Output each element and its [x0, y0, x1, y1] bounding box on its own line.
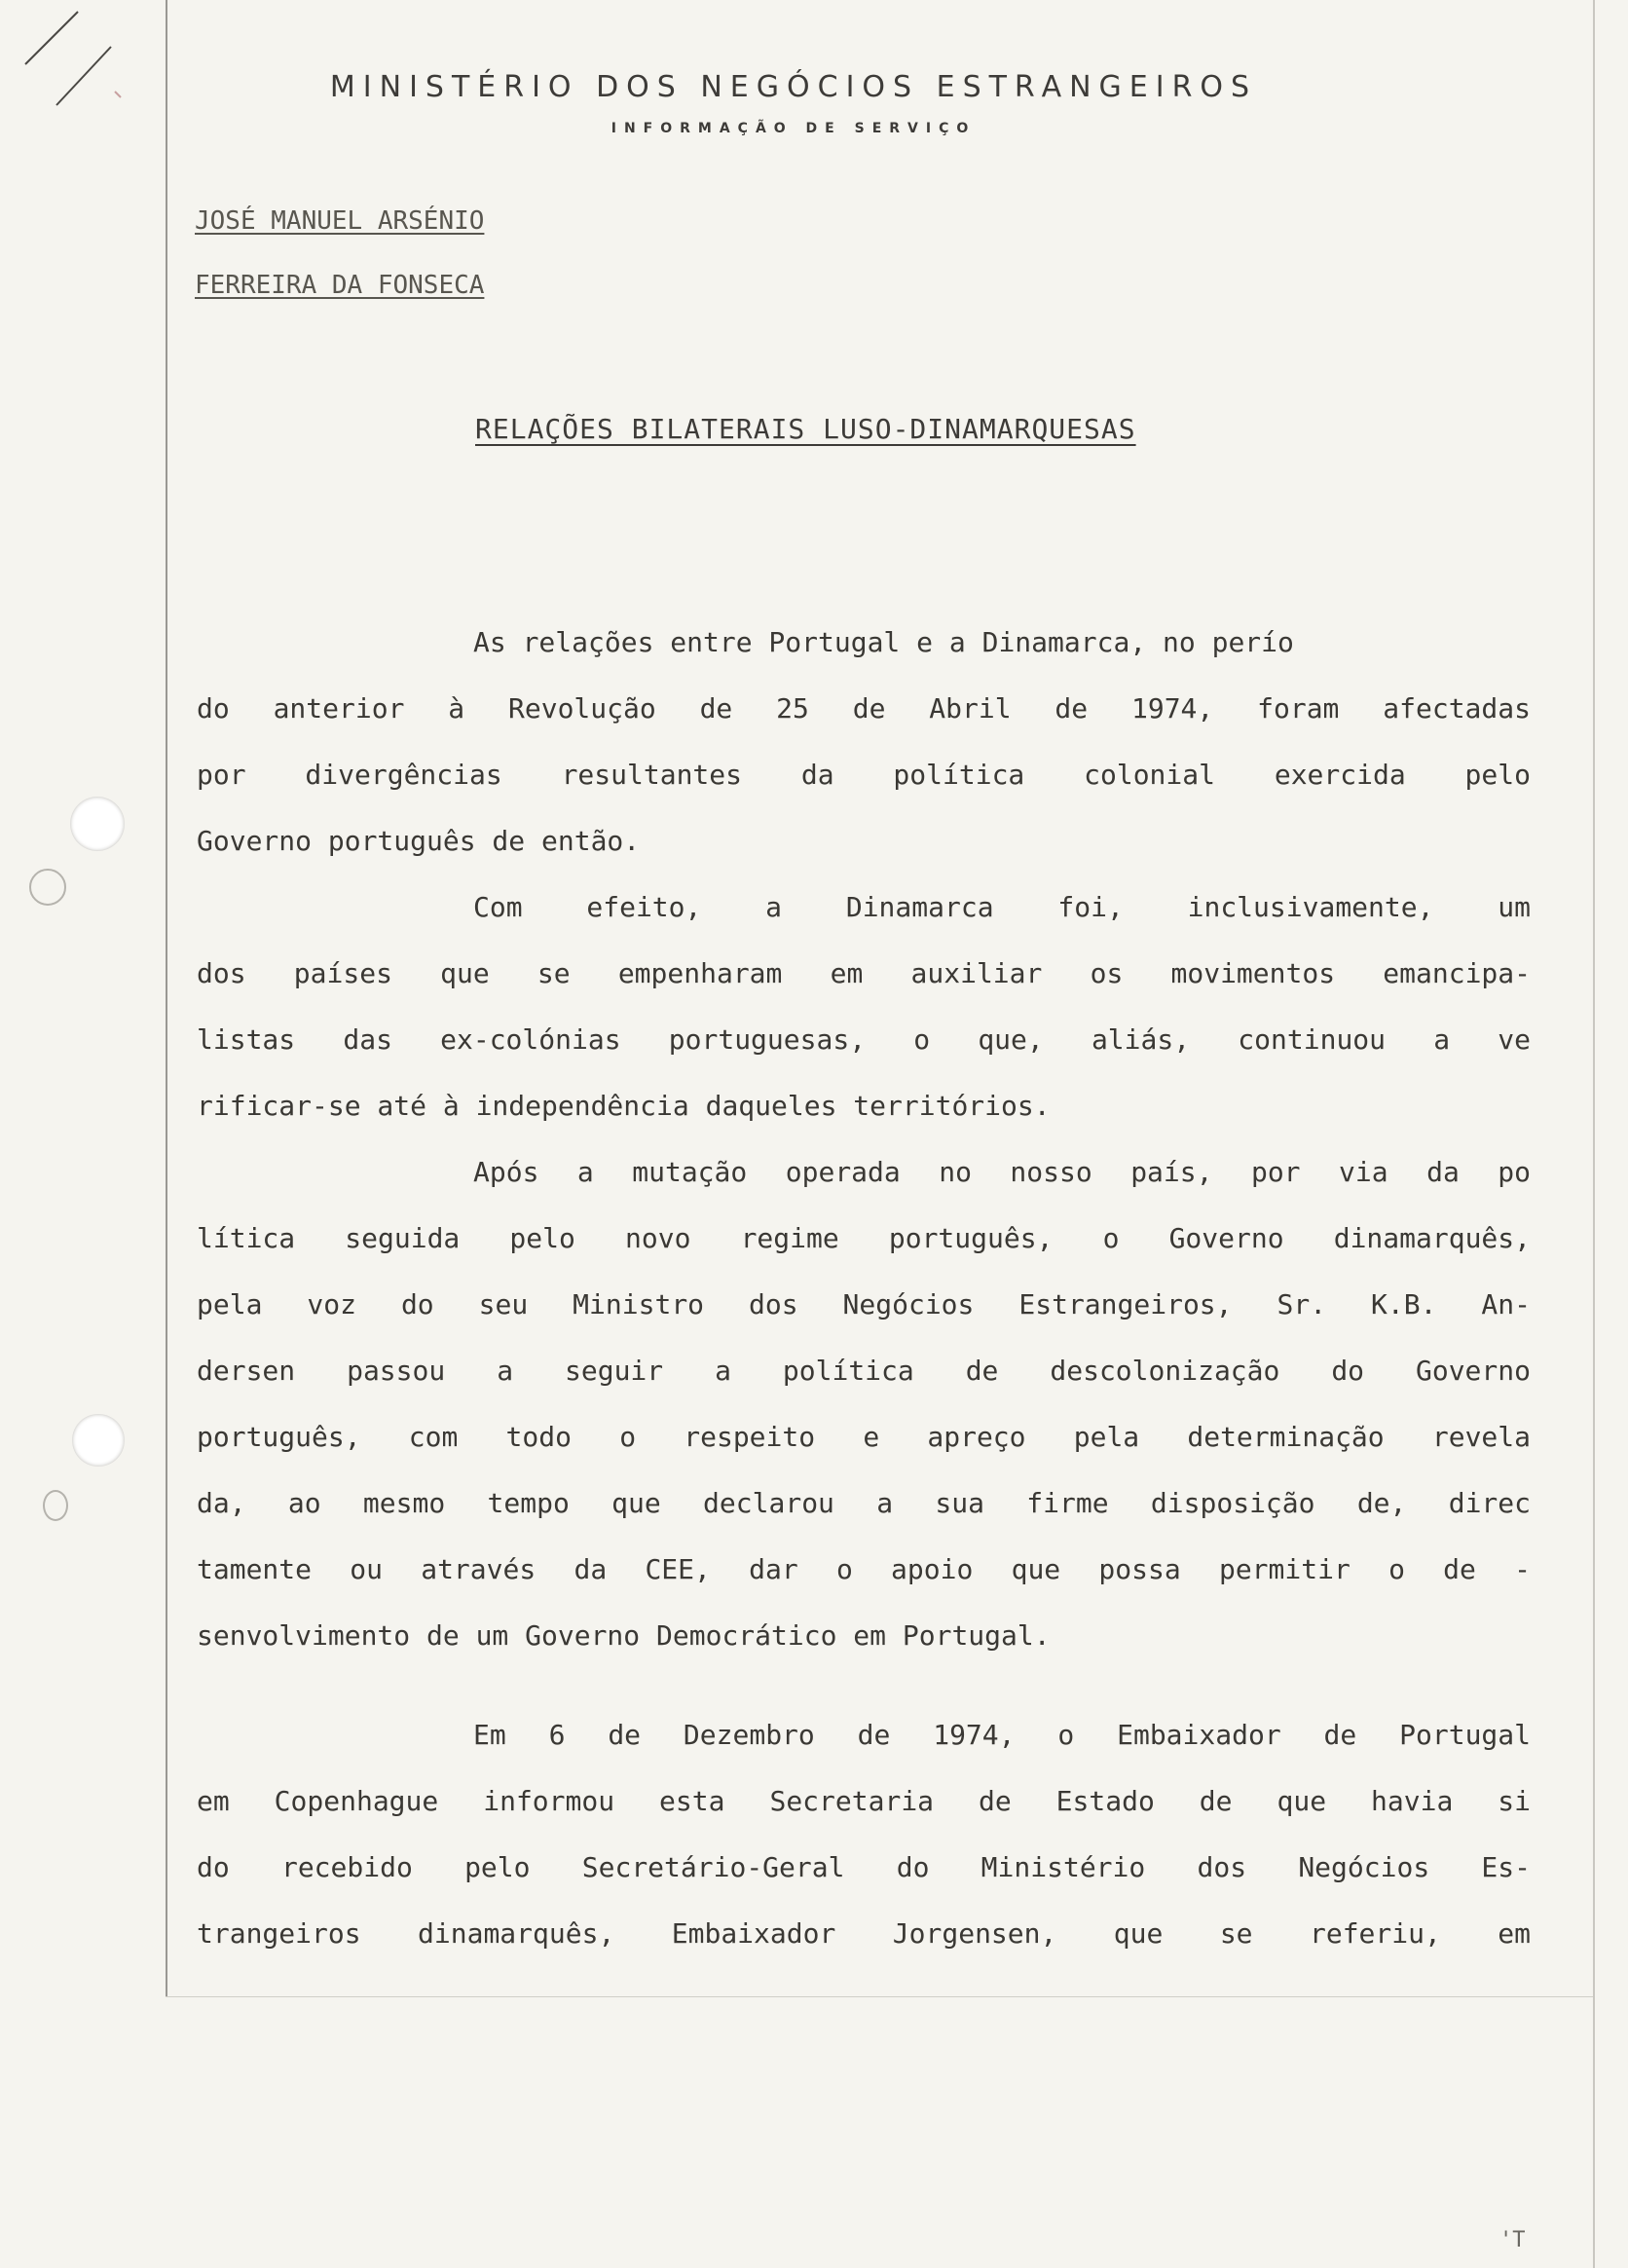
text-line: rificar-se até à independência daqueles territórios.: [197, 1090, 1051, 1122]
punch-ring-bottom: [43, 1490, 68, 1521]
text-line: lítica seguida pelo novo regime português, o Governo dinamarquês,: [197, 1222, 1531, 1254]
corner-slash-mark: [18, 8, 125, 115]
paragraph: [197, 874, 1531, 1139]
text-line: Com efeito, a Dinamarca foi, inclusivamente, um: [473, 891, 1531, 923]
paragraph: [197, 610, 1531, 874]
text-line: senvolvimento de um Governo Democrático em Portugal.: [197, 1619, 1051, 1652]
text-line: dos países que se empenharam em auxiliar os movimentos emancipa-: [197, 957, 1531, 989]
text-line: do anterior à Revolução de 25 de Abril de 1974, foram afectadas: [197, 692, 1531, 725]
paragraph: [197, 1702, 1531, 1967]
text-line: por divergências resultantes da política colonial exercida pelo: [197, 759, 1531, 791]
document-body: [197, 610, 1531, 1967]
text-line: em Copenhague informou esta Secretaria de Estado de que havia si: [197, 1785, 1531, 1817]
text-line: Governo português de então.: [197, 825, 641, 857]
text-line: As relações entre Portugal e a Dinamarca, no perío: [473, 626, 1294, 658]
punch-hole-top: [70, 797, 125, 851]
document-title: RELAÇÕES BILATERAIS LUSO-DINAMARQUESAS: [475, 413, 1136, 445]
text-line: listas das ex-colónias portuguesas, o que, aliás, continuou a ve: [197, 1023, 1531, 1056]
text-line: Após a mutação operada no nosso país, por via da po: [473, 1156, 1531, 1188]
text-line: pela voz do seu Ministro dos Negócios Estrangeiros, Sr. K.B. An-: [197, 1288, 1531, 1320]
paragraph-gap: [197, 1669, 1531, 1702]
ministry-header: MINISTÉRIO DOS NEGÓCIOS ESTRANGEIROS: [329, 70, 1258, 104]
text-line: da, ao mesmo tempo que declarou a sua firme disposição de, direc: [197, 1487, 1531, 1519]
service-subheader: INFORMAÇÃO DE SERVIÇO: [610, 121, 977, 136]
text-line: trangeiros dinamarquês, Embaixador Jorgensen, que se referiu, em: [197, 1917, 1531, 1950]
text-line: português, com todo o respeito e apreço pela determinação revela: [197, 1421, 1531, 1453]
text-line: do recebido pelo Secretário-Geral do Ministério dos Negócios Es-: [197, 1851, 1531, 1883]
author-name-line-1: JOSÉ MANUEL ARSÉNIO: [195, 206, 485, 236]
bottom-margin-rule: [166, 1996, 1593, 1997]
text-line: dersen passou a seguir a política de descolonização do Governo: [197, 1355, 1531, 1387]
left-margin-rule: [166, 0, 167, 1996]
footer-mark: 'T: [1499, 2228, 1526, 2252]
punch-hole-bottom: [72, 1414, 125, 1467]
paragraph: [197, 1139, 1531, 1669]
punch-ring-top: [29, 869, 66, 906]
right-page-edge: [1593, 0, 1595, 2268]
author-name-line-2: FERREIRA DA FONSECA: [195, 271, 485, 300]
text-line: tamente ou através da CEE, dar o apoio que possa permitir o de -: [197, 1553, 1531, 1585]
text-line: Em 6 de Dezembro de 1974, o Embaixador de Portugal: [473, 1719, 1531, 1751]
